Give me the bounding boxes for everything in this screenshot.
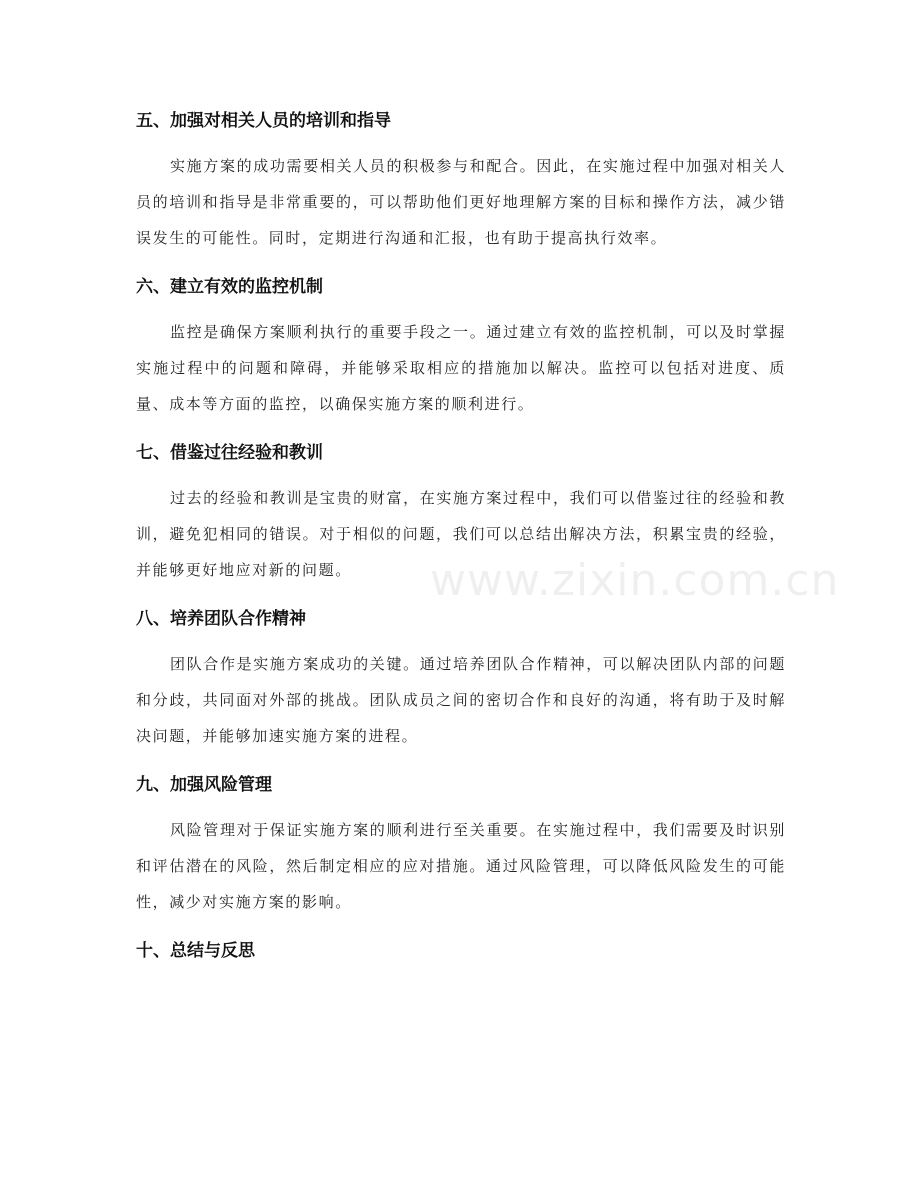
section-heading: 九、加强风险管理 [136,775,272,795]
watermark: www.zixin.com.cn [430,555,840,606]
section-paragraph: 监控是确保方案顺利执行的重要手段之一。通过建立有效的监控机制，可以及时掌握实施过程中的问题和障碍，并能够采取相应的措施加以解决。监控可以包括对进度、质量、成本等方面的监控，以确保实施方案的顺利进行。 [136,323,786,413]
section-10 [136,936,786,966]
section-heading: 五、加强对相关人员的培训和指导 [136,111,391,131]
section-5 [136,106,786,256]
section-heading: 八、培养团队合作精神 [136,609,306,629]
section-6 [136,272,786,422]
document-content [136,106,786,966]
section-paragraph: 风险管理对于保证实施方案的顺利进行至关重要。在实施过程中，我们需要及时识别和评估潜在的风险，然后制定相应的应对措施。通过风险管理，可以降低风险发生的可能性，减少对实施方案的影响。 [136,821,786,911]
section-9 [136,770,786,920]
section-heading: 十、总结与反思 [136,941,255,961]
section-paragraph: 实施方案的成功需要相关人员的积极参与和配合。因此，在实施过程中加强对相关人员的培训和指导是非常重要的，可以帮助他们更好地理解方案的目标和操作方法，减少错误发生的可能性。同时，定期进行沟通和汇报，也有助于提高执行效率。 [136,157,786,247]
section-paragraph: 过去的经验和教训是宝贵的财富，在实施方案过程中，我们可以借鉴过往的经验和教训，避免犯相同的错误。对于相似的问题，我们可以总结出解决方法，积累宝贵的经验，并能够更好地应对新的问题。 [136,489,786,579]
section-paragraph: 团队合作是实施方案成功的关键。通过培养团队合作精神，可以解决团队内部的问题和分歧，共同面对外部的挑战。团队成员之间的密切合作和良好的沟通，将有助于及时解决问题，并能够加速实施方案的进程。 [136,655,786,745]
section-8 [136,604,786,754]
section-heading: 七、借鉴过往经验和教训 [136,443,323,463]
section-7 [136,438,786,588]
section-heading: 六、建立有效的监控机制 [136,277,323,297]
